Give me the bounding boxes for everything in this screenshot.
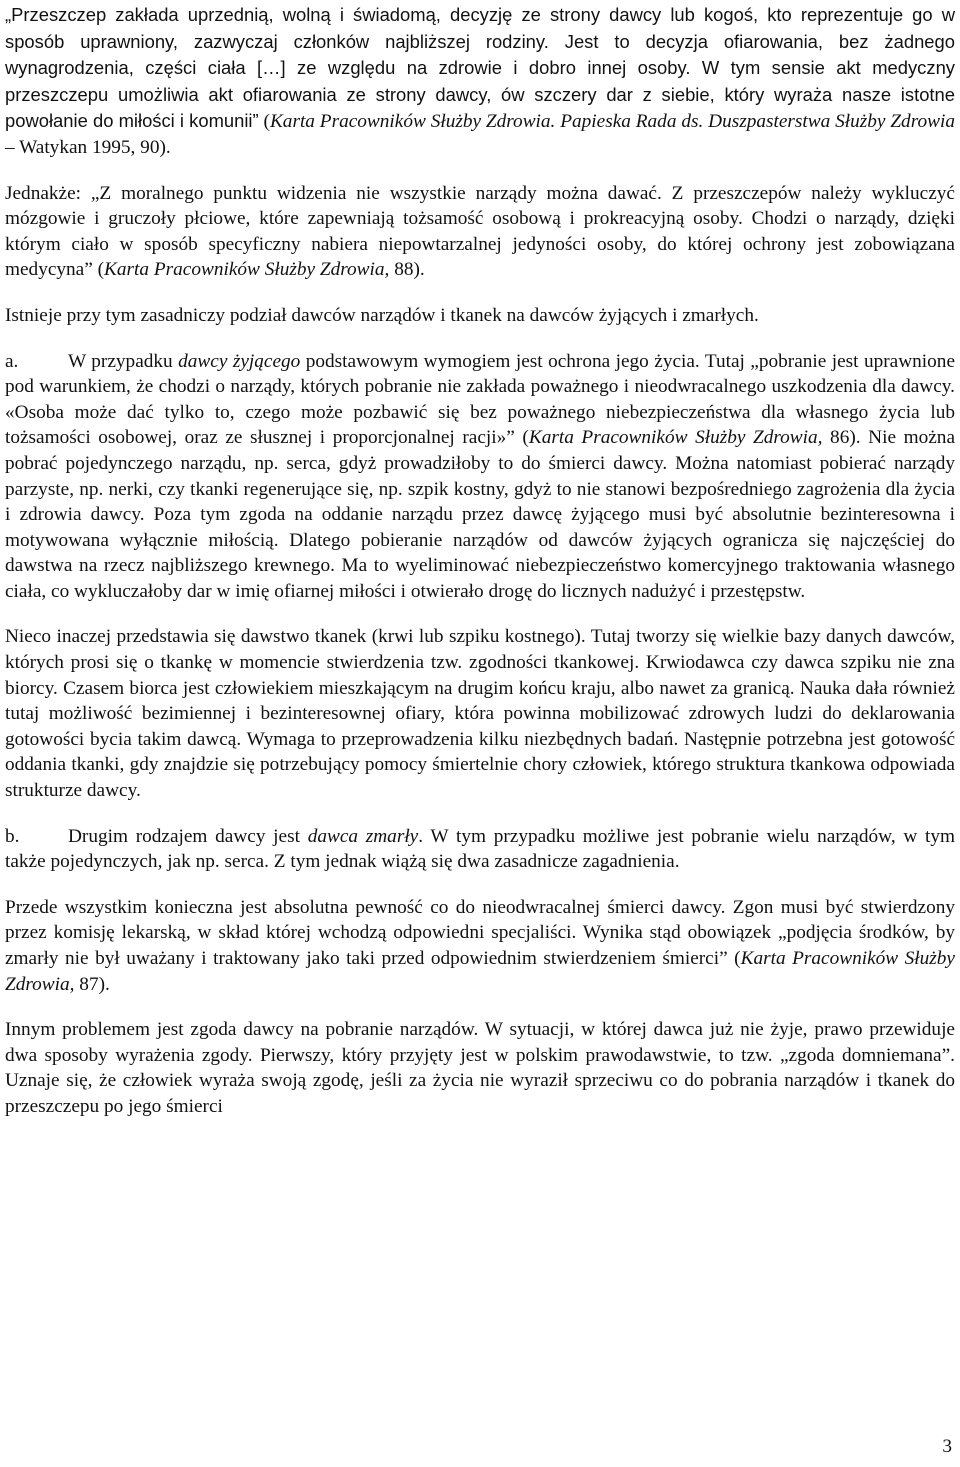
citation-title: Karta Pracowników Służby Zdrowia. Papieska Rada ds. Duszpasterstwa Służby Zdrowia: [269, 111, 955, 133]
citation-title: Karta Pracowników Służby Zdrowia: [104, 259, 385, 281]
citation-source: – Watykan 1995, 90).: [5, 136, 171, 158]
paragraph-death-certainty: Przede wszystkim konieczna jest absolutna pewność co do nieodwracalnej śmierci dawcy. Zgon musi być stwierdzony przez komisję lekarską, w skład której wchodzą odpowiedni specjaliści. Wynika stąd obowiązek „podjęcia środków, by zmarły nie był uważany i traktowany jako taki przed odpowiednim stwierdzeniem śmierci” (Karta Pracowników Służby Zdrowia, 87).: [5, 896, 955, 995]
paragraph-deceased-donor: b. Drugim rodzajem dawcy jest dawca zmarły. W tym przypadku możliwe jest pobranie wielu narządów, w tym także pojedynczych, jak np. serca. Z tym jednak wiążą się dwa zasadnicze zagadnienia.: [5, 825, 955, 873]
paragraph-donor-division: Istnieje przy tym zasadniczy podział dawców narządów i tkanek na dawców żyjących i zmarłych.: [5, 304, 759, 326]
citation-open: (: [258, 111, 270, 133]
citation-title: Karta Pracowników Służby Zdrowia,: [528, 427, 823, 449]
citation-source: , 88).: [384, 259, 425, 281]
paragraph-organ-exclusions: [5, 181, 955, 283]
quote-text: „Przeszczep zakłada uprzednią, wolną i świadomą, decyzję ze strony dawcy lub kogoś, kto reprezentuje go w sposób uprawniony, zazwyczaj członków najbliższej rodziny. Jest to decyzja ofiarowania, bez żadnego wynagrodzenia, części ciała […] ze względu na zdrowie i dobro innej osoby. W tym sensie akt medyczny przeszczepu umożliwia akt ofiarowania ze strony dawcy, ów szczery dar z siebie, który wyraża nasze istotne powołanie do miłości i komunii”: [5, 4, 955, 132]
citation-open: (: [92, 259, 105, 281]
emphasis-living-donor: dawcy żyjącego: [178, 350, 301, 372]
paragraph-transplant-decision: [5, 2, 955, 161]
list-label: b.: [5, 825, 20, 847]
paragraph-tissue-donation: Nieco inaczej przedstawia się dawstwo tkanek (krwi lub szpiku kostnego). Tutaj tworzy się wielkie bazy danych dawców, których prosi się o tkankę w momencie stwierdzenia tzw. zgodności tkankowej. Krwiodawca czy dawca szpiku nie zna biorcy. Czasem biorca jest człowiekiem mieszkającym na drugim końcu kraju, albo nawet za granicą. Nauka dała również tutaj możliwość bezimiennej i bezinteresownej ofiary, która powinna mobilizować zdrowych ludzi do deklarowania gotowości bycia takim dawcą. Wymaga to przeprowadzenia kilku niezbędnych badań. Następnie potrzebna jest gotowość oddania tkanki, gdy znajdzie się potrzebujący pomocy śmiertelnie chory człowiek, którego struktura tkankowa odpowiada strukturze dawcy.: [5, 626, 955, 802]
quote-text: Jednakże: „Z moralnego punktu widzenia nie wszystkie narządy można dawać. Z przeszczepów należy wykluczyć mózgowie i gruczoły płciowe, które zapewniają tożsamość osobową i prokreacyjną osoby. Chodzi o narządy, dzięki którym ciało w sposób specyficzny nabiera niepowtarzalnej jedyności osoby, do której ochrony jest zobowiązana medycyna”: [5, 182, 955, 281]
emphasis-deceased-donor: dawca zmarły: [307, 825, 419, 847]
citation-title: Karta Pracowników Służby Zdrowia: [5, 948, 955, 995]
paragraph-living-donor: a. W przypadku dawcy żyjącego podstawowym wymogiem jest ochrona jego życia. Tutaj „pobranie jest uprawnione pod warunkiem, że chodzi o narządy, których pobranie nie zakłada poważnego i nieodwracalnego uszkodzenia dla dawcy. «Osoba może dać tylko to, czego może pozbawić się bez poważnego niebezpieczeństwa dla własnego życia lub tożsamości osobowej, oraz ze słusznej i proporcjonalnej racji»” (Karta Pracowników Służby Zdrowia, 86). Nie można pobrać pojedynczego narządu, np. serca, gdyż prowadziłoby to do śmierci dawcy. Można natomiast pobierać narządy parzyste, np. nerki, czy tkanki regenerujące się, np. szpik kostny, gdyż to nie stanowi bezpośredniego zagrożenia dla życia i zdrowia dawcy. Poza tym zgoda na oddanie narządu przez dawcę żyjącego musi być absolutnie bezinteresowna i motywowana wyłącznie miłością. Dlatego pobieranie narządów od dawców żyjących ogranicza się najczęściej do dawstwa na rzecz najbliższego krewnego. Ma to wyeliminować niebezpieczeństwo komercyjnego traktowania własnego ciała, co wykluczałoby dar w imię ofiarnej miłości i otwierało drogę do licznych nadużyć i przestępstw.: [5, 350, 955, 602]
page-number: 3: [942, 1436, 952, 1457]
paragraph-donor-consent: Innym problemem jest zgoda dawcy na pobranie narządów. W sytuacji, w której dawca już nie żyje, prawo przewiduje dwa sposoby wyrażenia zgody. Pierwszy, który przyjęty jest w polskim prawodawstwie, to tzw. „zgoda domniemana”. Uznaje się, że człowiek wyraża swoją zgodę, jeśli za życia nie wyraził sprzeciwu co do pobrania narządów i tkanek do przeszczepu po jego śmierci: [5, 1019, 955, 1117]
list-label: a.: [5, 350, 19, 372]
